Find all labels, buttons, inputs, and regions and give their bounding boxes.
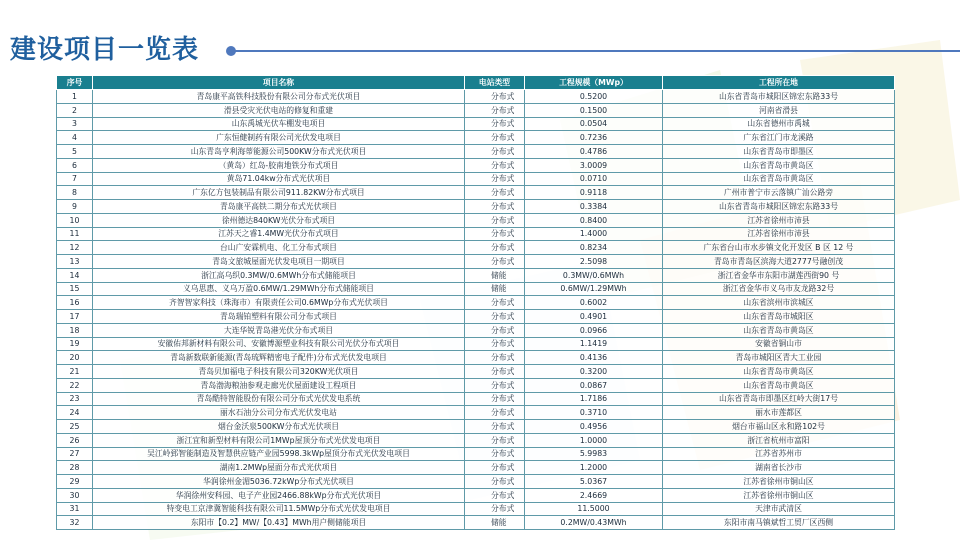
cell-location: 广东省台山市水步镇文化开发区 B 区 12 号 — [663, 241, 895, 255]
cell-project-name: 东阳市【0.2】MW/【0.43】MWh用户侧储能项目 — [93, 516, 465, 530]
cell-station-type: 分布式 — [465, 365, 525, 379]
cell-scale: 11.5000 — [525, 502, 663, 516]
cell-station-type: 分布式 — [465, 172, 525, 186]
table-row — [57, 433, 895, 447]
cell-scale: 0.0710 — [525, 172, 663, 186]
cell-index: 1 — [57, 90, 93, 104]
cell-scale: 0.8400 — [525, 213, 663, 227]
cell-location: 青岛市城阳区青大工业园 — [663, 351, 895, 365]
cell-location: 丽水市莲都区 — [663, 406, 895, 420]
table-row — [57, 378, 895, 392]
cell-station-type: 分布式 — [465, 392, 525, 406]
table-row — [57, 131, 895, 145]
cell-project-name: 华润徐州安科园、电子产业园2466.88kWp分布式光伏项目 — [93, 488, 465, 502]
cell-scale: 0.0966 — [525, 323, 663, 337]
cell-index: 20 — [57, 351, 93, 365]
cell-station-type: 分布式 — [465, 213, 525, 227]
header-project-name: 项目名称 — [93, 76, 465, 90]
table-row — [57, 241, 895, 255]
cell-index: 5 — [57, 145, 93, 159]
cell-scale: 0.5200 — [525, 90, 663, 104]
cell-station-type: 储能 — [465, 282, 525, 296]
cell-index: 11 — [57, 227, 93, 241]
cell-station-type: 分布式 — [465, 310, 525, 324]
cell-index: 10 — [57, 213, 93, 227]
cell-location: 山东省青岛市城阳区锦宏东路33号 — [663, 90, 895, 104]
cell-project-name: 安徽佑邦新材料有限公司、安徽博源塑业科技有限公司光伏分布式项目 — [93, 337, 465, 351]
cell-scale: 5.0367 — [525, 475, 663, 489]
cell-station-type: 分布式 — [465, 420, 525, 434]
cell-station-type: 分布式 — [465, 475, 525, 489]
cell-index: 9 — [57, 200, 93, 214]
cell-station-type: 分布式 — [465, 337, 525, 351]
cell-index: 30 — [57, 488, 93, 502]
cell-index: 24 — [57, 406, 93, 420]
title-bullet-dot — [226, 46, 236, 56]
table-row — [57, 282, 895, 296]
cell-station-type: 分布式 — [465, 186, 525, 200]
cell-station-type: 分布式 — [465, 90, 525, 104]
cell-location: 山东省青岛市黄岛区 — [663, 365, 895, 379]
cell-scale: 1.7186 — [525, 392, 663, 406]
table-row — [57, 310, 895, 324]
cell-scale: 0.3200 — [525, 365, 663, 379]
cell-scale: 1.0000 — [525, 433, 663, 447]
cell-project-name: 山东青岛亨利海蒂能源公司500KW分布式光伏项目 — [93, 145, 465, 159]
cell-scale: 0.3MW/0.6MWh — [525, 268, 663, 282]
table-row — [57, 103, 895, 117]
cell-location: 山东省青岛市黄岛区 — [663, 172, 895, 186]
title-underline — [232, 50, 960, 52]
cell-station-type: 分布式 — [465, 296, 525, 310]
cell-station-type: 分布式 — [465, 433, 525, 447]
cell-location: 山东省青岛市即墨区红岭大街17号 — [663, 392, 895, 406]
cell-scale: 5.9983 — [525, 447, 663, 461]
cell-index: 14 — [57, 268, 93, 282]
cell-project-name: 烟台金沃泉500KW分布式光伏项目 — [93, 420, 465, 434]
cell-index: 6 — [57, 158, 93, 172]
cell-location: 安徽省铜山市 — [663, 337, 895, 351]
cell-location: 山东省德州市禹城 — [663, 117, 895, 131]
cell-station-type: 分布式 — [465, 351, 525, 365]
cell-project-name: 特变电工京津冀智能科技有限公司11.5MWp分布式光伏发电项目 — [93, 502, 465, 516]
cell-project-name: 滑县受灾光伏电站的修复和重建 — [93, 103, 465, 117]
cell-index: 8 — [57, 186, 93, 200]
cell-index: 16 — [57, 296, 93, 310]
cell-location: 烟台市福山区永和路102号 — [663, 420, 895, 434]
cell-index: 2 — [57, 103, 93, 117]
table-row — [57, 365, 895, 379]
table-row — [57, 90, 895, 104]
cell-station-type: 分布式 — [465, 145, 525, 159]
cell-station-type: 分布式 — [465, 502, 525, 516]
cell-station-type: 储能 — [465, 516, 525, 530]
cell-project-name: 徐州德达840KW光伏分布式项目 — [93, 213, 465, 227]
cell-project-name: 湖南1.2MWp屋面分布式光伏项目 — [93, 461, 465, 475]
cell-index: 26 — [57, 433, 93, 447]
cell-scale: 0.3384 — [525, 200, 663, 214]
cell-station-type: 储能 — [465, 268, 525, 282]
cell-location: 广东省江门市龙溪路 — [663, 131, 895, 145]
cell-location: 山东省青岛市城阳区 — [663, 310, 895, 324]
cell-station-type: 分布式 — [465, 200, 525, 214]
cell-project-name: 齐智智家科技（珠海市）有限责任公司0.6MWp分布式光伏项目 — [93, 296, 465, 310]
cell-project-name: 黄岛71.04kw分布式光伏项目 — [93, 172, 465, 186]
cell-index: 4 — [57, 131, 93, 145]
header-scale: 工程规模（MWp） — [525, 76, 663, 90]
cell-scale: 0.1500 — [525, 103, 663, 117]
cell-scale: 0.4956 — [525, 420, 663, 434]
cell-project-name: 浙江高乌织0.3MW/0.6MWh分布式储能项目 — [93, 268, 465, 282]
cell-location: 浙江省金华市义乌市友龙路32号 — [663, 282, 895, 296]
cell-scale: 0.0867 — [525, 378, 663, 392]
cell-location: 山东省青岛市城阳区锦宏东路33号 — [663, 200, 895, 214]
table-row — [57, 186, 895, 200]
table-row — [57, 337, 895, 351]
cell-project-name: 广东亿方包装制品有限公司911.82KW分布式项目 — [93, 186, 465, 200]
table-row — [57, 516, 895, 530]
cell-scale: 2.4669 — [525, 488, 663, 502]
cell-station-type: 分布式 — [465, 461, 525, 475]
cell-project-name: 山东禹城光伏车棚发电项目 — [93, 117, 465, 131]
cell-location: 江苏省徐州市铜山区 — [663, 488, 895, 502]
cell-location: 青岛市青岛区滨海大道2777号融创茂 — [663, 255, 895, 269]
cell-index: 22 — [57, 378, 93, 392]
cell-station-type: 分布式 — [465, 131, 525, 145]
cell-location: 山东省青岛市黄岛区 — [663, 158, 895, 172]
cell-project-name: 青岛瑞铂塑料有限公司分布式项目 — [93, 310, 465, 324]
cell-station-type: 分布式 — [465, 378, 525, 392]
header-station-type: 电站类型 — [465, 76, 525, 90]
table-row — [57, 406, 895, 420]
table-row — [57, 392, 895, 406]
cell-station-type: 分布式 — [465, 117, 525, 131]
cell-location: 山东省青岛市即墨区 — [663, 145, 895, 159]
table-row — [57, 502, 895, 516]
cell-scale: 0.3710 — [525, 406, 663, 420]
cell-scale: 0.0504 — [525, 117, 663, 131]
cell-station-type: 分布式 — [465, 255, 525, 269]
cell-index: 18 — [57, 323, 93, 337]
table-row — [57, 117, 895, 131]
cell-index: 27 — [57, 447, 93, 461]
cell-project-name: 大连华锐青岛港光伏分布式项目 — [93, 323, 465, 337]
cell-project-name: 青岛康平高铁二期分布式光伏项目 — [93, 200, 465, 214]
cell-station-type: 分布式 — [465, 447, 525, 461]
cell-location: 东阳市南马镇斌哲工贸厂区西侧 — [663, 516, 895, 530]
cell-location: 河南省滑县 — [663, 103, 895, 117]
cell-scale: 0.6002 — [525, 296, 663, 310]
cell-station-type: 分布式 — [465, 227, 525, 241]
table-row — [57, 255, 895, 269]
table-header-row — [57, 76, 895, 90]
cell-project-name: 青岛康平高铁科技股份有限公司分布式光伏项目 — [93, 90, 465, 104]
project-table — [56, 75, 895, 530]
cell-scale: 1.4000 — [525, 227, 663, 241]
cell-location: 江苏省徐州市沛县 — [663, 213, 895, 227]
cell-location: 山东省滨州市滨城区 — [663, 296, 895, 310]
table-row — [57, 172, 895, 186]
table-row — [57, 420, 895, 434]
table-row — [57, 461, 895, 475]
cell-location: 浙江省杭州市富阳 — [663, 433, 895, 447]
table-row — [57, 213, 895, 227]
cell-project-name: 吴江岭郅智能制造及智慧供应链产业园5998.3kWp屋顶分布式光伏发电项目 — [93, 447, 465, 461]
cell-index: 12 — [57, 241, 93, 255]
cell-location: 天津市武清区 — [663, 502, 895, 516]
table-row — [57, 488, 895, 502]
cell-station-type: 分布式 — [465, 158, 525, 172]
cell-index: 29 — [57, 475, 93, 489]
cell-location: 山东省青岛市黄岛区 — [663, 323, 895, 337]
cell-project-name: 丽水石油分公司分布式光伏发电站 — [93, 406, 465, 420]
cell-scale: 0.4136 — [525, 351, 663, 365]
cell-index: 32 — [57, 516, 93, 530]
page-title: 建设项目一览表 — [10, 35, 200, 65]
cell-location: 广州市普宁市云落镇广汕公路旁 — [663, 186, 895, 200]
table-header — [57, 76, 895, 90]
cell-scale: 0.4901 — [525, 310, 663, 324]
cell-index: 23 — [57, 392, 93, 406]
cell-station-type: 分布式 — [465, 488, 525, 502]
cell-index: 31 — [57, 502, 93, 516]
cell-index: 15 — [57, 282, 93, 296]
cell-project-name: 青岛渤海粮油参观走廊光伏屋面建设工程项目 — [93, 378, 465, 392]
cell-scale: 0.8234 — [525, 241, 663, 255]
cell-index: 19 — [57, 337, 93, 351]
cell-project-name: 青岛新数联新能源(青岛琉辉精密电子配件)分布式光伏发电项目 — [93, 351, 465, 365]
table-row — [57, 296, 895, 310]
cell-station-type: 分布式 — [465, 103, 525, 117]
cell-index: 13 — [57, 255, 93, 269]
cell-location: 山东省青岛市黄岛区 — [663, 378, 895, 392]
table-row — [57, 158, 895, 172]
cell-project-name: 青岛文旅城屋面光伏发电项目一期项目 — [93, 255, 465, 269]
table-row — [57, 227, 895, 241]
table-row — [57, 145, 895, 159]
cell-project-name: 广东恒健制药有限公司光伏发电项目 — [93, 131, 465, 145]
cell-station-type: 分布式 — [465, 241, 525, 255]
cell-index: 17 — [57, 310, 93, 324]
cell-project-name: 青岛酷特智能股份有限公司分布式光伏发电系统 — [93, 392, 465, 406]
cell-project-name: 华润徐州金湄5036.72kWp分布式光伏项目 — [93, 475, 465, 489]
table-row — [57, 351, 895, 365]
table-row — [57, 200, 895, 214]
table-row — [57, 447, 895, 461]
cell-index: 7 — [57, 172, 93, 186]
cell-scale: 1.1419 — [525, 337, 663, 351]
cell-location: 湖南省长沙市 — [663, 461, 895, 475]
cell-project-name: 浙江宜和新型材料有限公司1MWp屋顶分布式光伏发电项目 — [93, 433, 465, 447]
cell-scale: 1.2000 — [525, 461, 663, 475]
header-location: 工程所在地 — [663, 76, 895, 90]
cell-scale: 2.5098 — [525, 255, 663, 269]
cell-project-name: （黄岛）红岛-胶南地铁分布式项目 — [93, 158, 465, 172]
cell-scale: 0.4786 — [525, 145, 663, 159]
cell-project-name: 青岛贝加福电子科技有限公司320KW光伏项目 — [93, 365, 465, 379]
table-row — [57, 268, 895, 282]
cell-index: 3 — [57, 117, 93, 131]
cell-station-type: 分布式 — [465, 406, 525, 420]
cell-station-type: 分布式 — [465, 323, 525, 337]
cell-location: 江苏省苏州市 — [663, 447, 895, 461]
table-body — [57, 90, 895, 530]
cell-index: 28 — [57, 461, 93, 475]
cell-scale: 0.7236 — [525, 131, 663, 145]
cell-scale: 0.6MW/1.29MWh — [525, 282, 663, 296]
cell-project-name: 江苏天之睿1.4MW光伏分布式项目 — [93, 227, 465, 241]
cell-location: 江苏省徐州市沛县 — [663, 227, 895, 241]
cell-index: 25 — [57, 420, 93, 434]
cell-project-name: 台山广安霖机电、化工分布式项目 — [93, 241, 465, 255]
header-index: 序号 — [57, 76, 93, 90]
cell-scale: 3.0009 — [525, 158, 663, 172]
cell-scale: 0.9118 — [525, 186, 663, 200]
table-row — [57, 475, 895, 489]
cell-scale: 0.2MW/0.43MWh — [525, 516, 663, 530]
cell-project-name: 义乌思惠、义乌万盈0.6MW/1.29MWh分布式储能项目 — [93, 282, 465, 296]
cell-location: 江苏省徐州市铜山区 — [663, 475, 895, 489]
cell-index: 21 — [57, 365, 93, 379]
table-row — [57, 323, 895, 337]
cell-location: 浙江省金华市东阳市湖莲西街90 号 — [663, 268, 895, 282]
